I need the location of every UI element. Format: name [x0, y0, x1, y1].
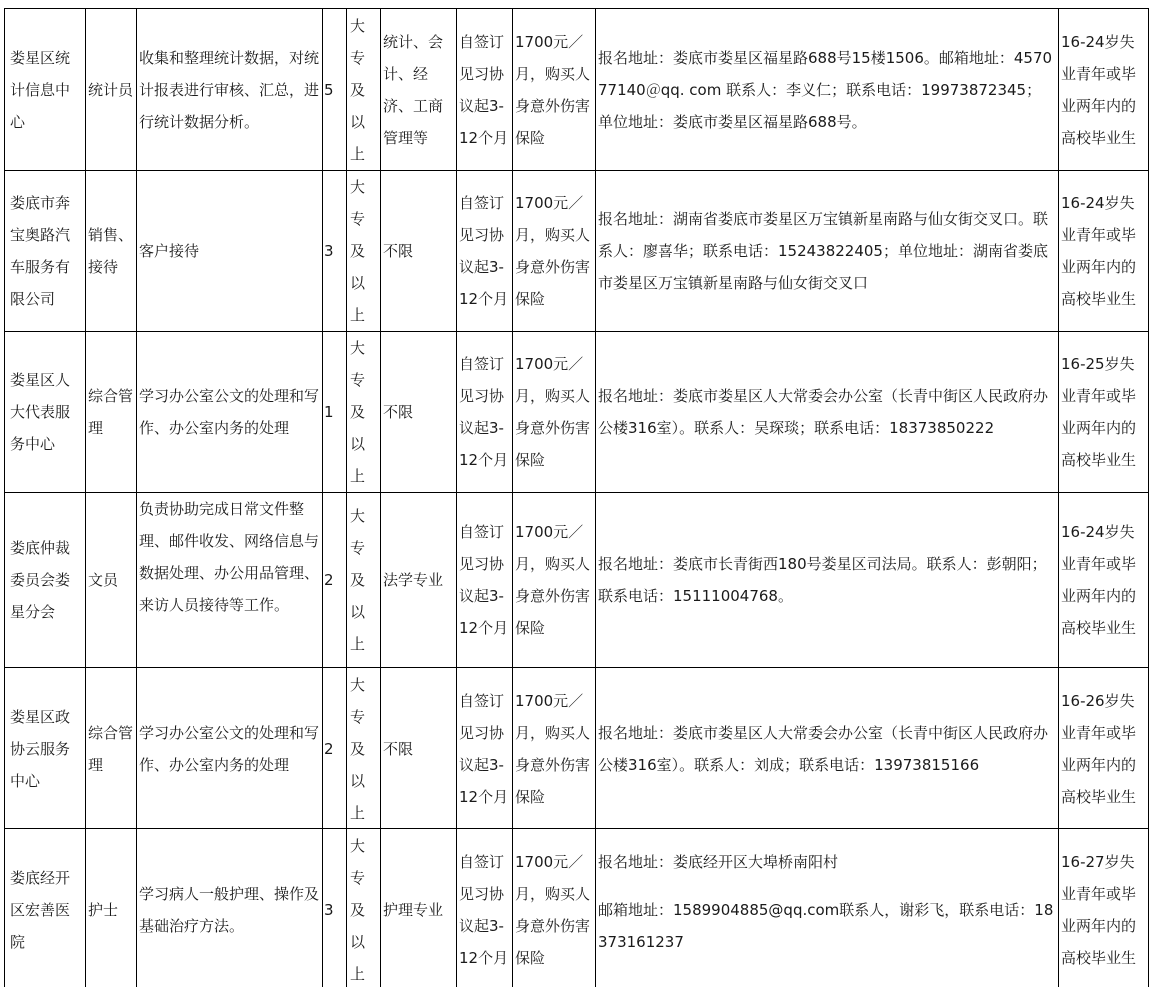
column-border: [1058, 8, 1059, 987]
position-title: 综合管理: [88, 387, 134, 437]
org-name: 娄底仲裁委员会娄星分会: [10, 539, 71, 621]
education-requirement: 大专及以上: [350, 339, 366, 485]
column-border: [322, 8, 323, 987]
position-title: 护士: [88, 901, 119, 919]
row-border: [4, 170, 1149, 171]
education-requirement: 大专及以上: [350, 17, 366, 163]
position-title: 销售、接待: [88, 226, 134, 276]
position-title: 文员: [88, 571, 119, 589]
column-border: [1148, 8, 1149, 987]
internship-term: 自签订见习协议起3-12个月: [459, 194, 509, 308]
org-name: 娄星区人大代表服务中心: [10, 371, 71, 453]
row-border: [4, 828, 1149, 829]
org-name: 娄星区统计信息中心: [10, 49, 71, 131]
contact-info: 报名地址：湖南省娄底市娄星区万宝镇新星南路与仙女街交叉口。联系人：廖喜华；联系电话：15243822405；单位地址：湖南省娄底市娄星区万宝镇新星南路与仙女街交叉口: [598, 210, 1049, 292]
job-duties: 学习办公室公文的处理和写作、办公室内务的处理: [139, 387, 320, 437]
major-requirement: 不限: [383, 403, 414, 421]
target-group: 16-26岁失业青年或毕业两年内的高校毕业生: [1061, 692, 1137, 806]
education-requirement: 大专及以上: [350, 837, 366, 983]
benefit: 1700元／月，购买人身意外伤害保险: [515, 194, 591, 308]
column-border: [456, 8, 457, 987]
target-group: 16-24岁失业青年或毕业两年内的高校毕业生: [1061, 194, 1137, 308]
job-duties: 负责协助完成日常文件整理、邮件收发、网络信息与数据处理、办公用品管理、来访人员接待等工作。: [139, 500, 320, 614]
org-name: 娄底经开区宏善医院: [10, 869, 71, 951]
position-title: 综合管理: [88, 724, 134, 774]
column-border: [85, 8, 86, 987]
headcount: 5: [324, 81, 334, 99]
contact-info: 报名地址：娄底市娄星区福星路688号15楼1506。邮箱地址：457077140＠qq. com 联系人：李义仁；联系电话：19973872345；单位地址：娄底市娄星区福星路688号。: [598, 49, 1053, 131]
column-border: [380, 8, 381, 987]
target-group: 16-25岁失业青年或毕业两年内的高校毕业生: [1061, 355, 1137, 469]
education-requirement: 大专及以上: [350, 178, 366, 324]
job-duties: 客户接待: [139, 242, 200, 260]
target-group: 16-24岁失业青年或毕业两年内的高校毕业生: [1061, 33, 1137, 147]
contact-email-phone: 邮箱地址：1589904885@qq.com联系人，谢彩飞，联系电话：18373161237: [598, 901, 1054, 951]
column-border: [595, 8, 596, 987]
major-requirement: 法学专业: [383, 571, 444, 589]
headcount: 2: [324, 740, 334, 758]
column-border: [4, 8, 5, 987]
headcount: 3: [324, 242, 334, 260]
headcount: 3: [324, 901, 334, 919]
internship-term: 自签订见习协议起3-12个月: [459, 853, 509, 967]
benefit: 1700元／月，购买人身意外伤害保险: [515, 33, 591, 147]
column-border: [136, 8, 137, 987]
benefit: 1700元／月，购买人身意外伤害保险: [515, 523, 591, 637]
major-requirement: 统计、会计、经济、工商管理等: [383, 33, 444, 147]
job-duties: 收集和整理统计数据，对统计报表进行审核、汇总，进行统计数据分析。: [139, 49, 320, 131]
internship-term: 自签订见习协议起3-12个月: [459, 355, 509, 469]
benefit: 1700元／月，购买人身意外伤害保险: [515, 692, 591, 806]
row-border: [4, 667, 1149, 668]
internship-term: 自签订见习协议起3-12个月: [459, 523, 509, 637]
column-border: [512, 8, 513, 987]
major-requirement: 不限: [383, 740, 414, 758]
contact-address: 报名地址：娄底经开区大埠桥南阳村: [598, 853, 839, 871]
headcount: 2: [324, 571, 334, 589]
contact-info: 报名地址：娄底市娄星区人大常委会办公室（长青中街区人民政府办公楼316室）。联系人：吴琛琰；联系电话：18373850222: [598, 387, 1049, 437]
headcount: 1: [324, 403, 334, 421]
internship-term: 自签订见习协议起3-12个月: [459, 692, 509, 806]
benefit: 1700元／月，购买人身意外伤害保险: [515, 355, 591, 469]
target-group: 16-27岁失业青年或毕业两年内的高校毕业生: [1061, 853, 1137, 967]
major-requirement: 不限: [383, 242, 414, 260]
major-requirement: 护理专业: [383, 901, 444, 919]
position-title: 统计员: [88, 81, 134, 99]
row-border: [4, 8, 1149, 9]
job-duties: 学习办公室公文的处理和写作、办公室内务的处理: [139, 724, 320, 774]
column-border: [346, 8, 347, 987]
job-duties: 学习病人一般护理、操作及基础治疗方法。: [139, 885, 320, 935]
contact-info: 报名地址：娄底市娄星区人大常委会办公室（长青中街区人民政府办公楼316室）。联系人：刘成；联系电话：13973815166: [598, 724, 1049, 774]
benefit: 1700元／月，购买人身意外伤害保险: [515, 853, 591, 967]
row-border: [4, 331, 1149, 332]
education-requirement: 大专及以上: [350, 507, 366, 653]
target-group: 16-24岁失业青年或毕业两年内的高校毕业生: [1061, 523, 1137, 637]
education-requirement: 大专及以上: [350, 676, 366, 822]
org-name: 娄星区政协云服务中心: [10, 708, 71, 790]
org-name: 娄底市奔宝奥路汽车服务有限公司: [10, 194, 71, 308]
contact-info: 报名地址：娄底市长青街西180号娄星区司法局。联系人：彭朝阳；联系电话：15111004768。: [598, 555, 1047, 605]
internship-term: 自签订见习协议起3-12个月: [459, 33, 509, 147]
